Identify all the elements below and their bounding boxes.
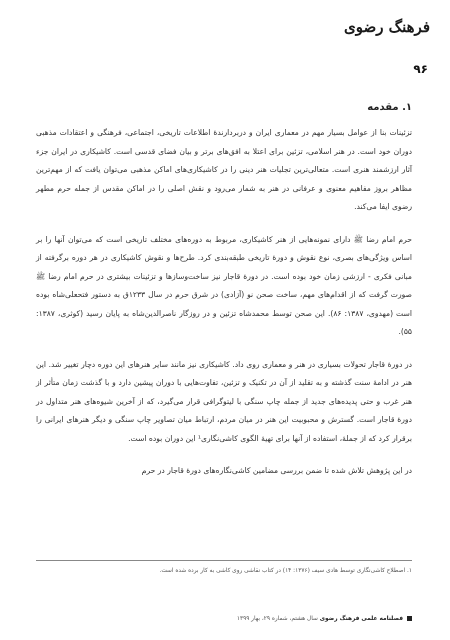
footer-journal-name: فصلنامه علمی فرهنگ رضوی	[319, 616, 403, 622]
page-number: ۹۶	[413, 62, 428, 76]
footnote-divider	[36, 560, 412, 561]
page-footer	[237, 616, 412, 622]
footnote: ۱. اصطلاح کاشی‌نگاری توسط هادی سیف (۱۳۷۶: ۱۴) در کتاب نقاشی روی کاشی به کار برده شده است.	[159, 568, 412, 574]
body-text	[36, 124, 412, 495]
journal-logo: فرهنگ رضوی	[343, 18, 430, 36]
paragraph: در این پژوهش تلاش شده تا ضمن بررسی مضامین کاشی‌نگاره‌های دورهٔ قاجار در حرم	[141, 466, 412, 475]
section-heading: ۱. مقدمه	[367, 102, 412, 113]
paragraph: تزئینات بنا از عوامل بسیار مهم در معماری ایران و دربردارندهٔ اطلاعات تاریخی، اجتماعی، فرهنگی و اعتقادات مذهبی دوران خود است. در هنر اسلامی، تزئین برای اعتلا به افق‌های برتر و بیان فضای قدسی است. کاشیکاری در ایران جزء آثار ارزشمند هنری است. متعالی‌ترین تجلیات هنر دینی را در کاشیکاری‌های اماکن مذهبی می‌توان یافت که از مهم‌ترین مظاهر بروز مفاهیم معنوی و عرفانی در هنر به شمار می‌رود و نقش اصلی را در اماکن مقدس از جمله حرم مطهر رضوی ایفا می‌کند.	[36, 128, 412, 211]
footer-issue-info: سال هشتم، شماره ۲۹، بهار ۱۳۹۹	[236, 616, 318, 622]
square-bullet-icon	[407, 616, 412, 621]
paragraph: حرم امام رضا ﷺ دارای نمونه‌هایی از هنر کاشیکاری، مربوط به دوره‌های مختلف تاریخی است که می‌توان آنها را بر اساس ویژگی‌های بصری، نوع نقوش و دورهٔ تاریخی طبقه‌بندی کرد. طرح‌ها و نقوش کاشیکاری در هر دوره برگرفته از مبانی فکری - ارزشی زمان خود بوده است. در دورهٔ قاجار نیز ساخت‌وسازها و تزئینات بیشتری در حرم امام رضا ﷺ صورت گرفت که از اقدام‌های مهم، ساخت صحن نو (آزادی) در شرق حرم در سال ۱۲۳۳ق به دستور فتحعلی‌شاه بوده است (مهدوی، ۱۳۸۷: ۸۶). این صحن توسط محمدشاه تزئین و در روزگار ناصرالدین‌شاه به پایان رسید (کوثری، ۱۳۸۷: ۵۵).	[36, 234, 412, 336]
paragraph: در دورهٔ قاجار تحولات بسیاری در هنر و معماری روی داد. کاشیکاری نیز مانند سایر هنرهای این دوره دچار تغییر شد. این هنر در ادامهٔ سنت گذشته و به تقلید از آن در تکنیک و تزئین، تفاوت‌هایی با دوران پیشین دارد و با گذشت زمان متأثر از هنر غرب و حتی پدیده‌های جدید از جمله چاپ سنگی با لیتوگرافی قرار می‌گیرد، که از آخرین شیوه‌های هنر متداول در دورهٔ قاجار است. گسترش و محبوبیت این هنر در میان مردم، ارتباط میان تصاویر چاپ سنگی و دیگر هنرهای ایرانی را برقرار کرد که از جملهٔ، استفاده از آنها برای تهیهٔ الگوی کاشی‌نگاری¹ این دوران بوده است.	[36, 359, 412, 443]
